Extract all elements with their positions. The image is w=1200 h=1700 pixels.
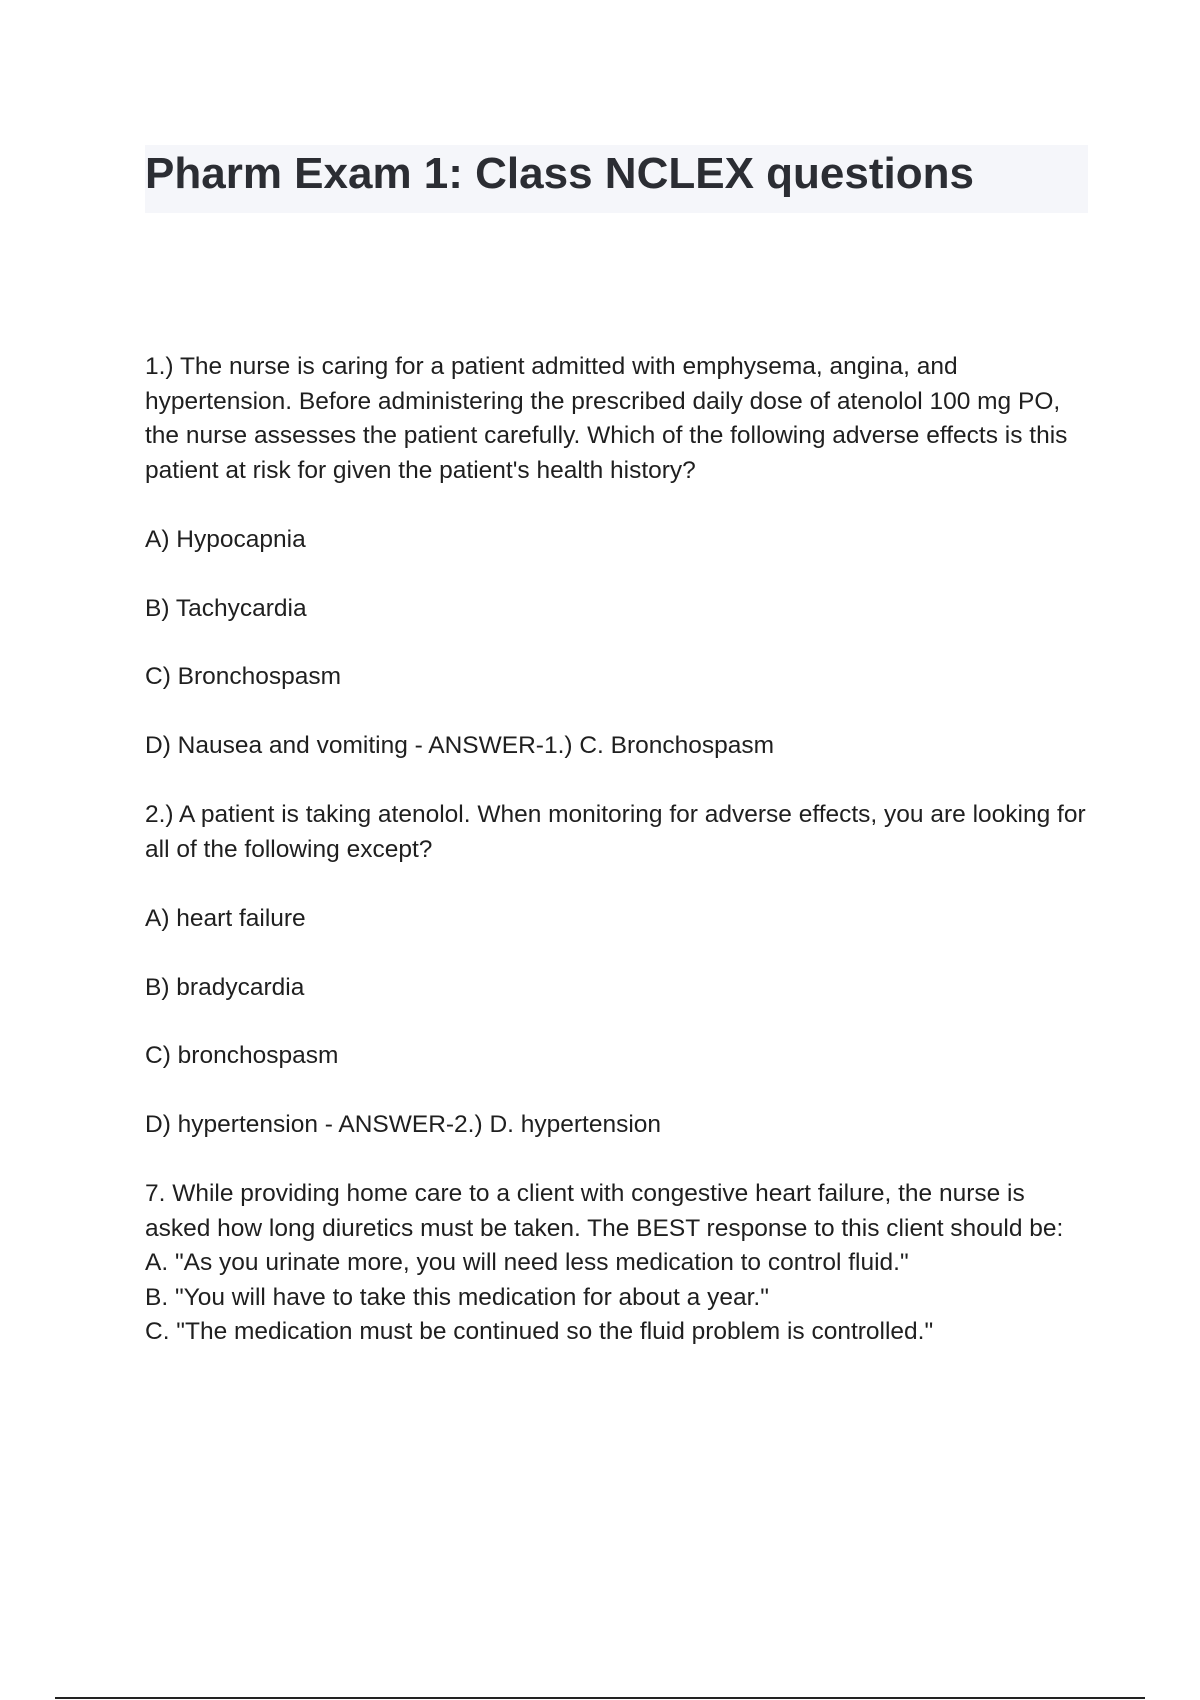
question-7-stem: 7. While providing home care to a client with congestive heart failure, the nurse is asked how long diuretics must be taken. The BEST response to this client should be: bbox=[145, 1180, 1064, 1242]
question-2-option-b: B) bradycardia bbox=[145, 973, 305, 1001]
question-list bbox=[145, 350, 1095, 1350]
footer-divider bbox=[55, 1697, 1145, 1699]
question-2-option-a: A) heart failure bbox=[145, 905, 306, 932]
question-2-stem: 2.) A patient is taking atenolol. When monitoring for adverse effects, you are looking for all of the following except? bbox=[145, 801, 1086, 863]
question-1-stem: 1.) The nurse is caring for a patient admitted with emphysema, angina, and hypertension. Before administering the prescribed daily dose of atenolol 100 mg PO, the nurse assesses the patient carefully. Which of the following adverse effects is this patient at risk for given the patient's health history? bbox=[145, 353, 1068, 484]
question-1-option-b: B) Tachycardia bbox=[145, 594, 307, 622]
question-1-option-a: A) Hypocapnia bbox=[145, 526, 306, 553]
question-7-option-c: C. "The medication must be continued so the fluid problem is controlled." bbox=[145, 1318, 934, 1345]
question-2-option-d-answer: D) hypertension - ANSWER-2.) D. hypertension bbox=[145, 1110, 662, 1138]
question-7-option-a: A. "As you urinate more, you will need less medication to control fluid." bbox=[145, 1249, 909, 1276]
question-2-option-c: C) bronchospasm bbox=[145, 1042, 339, 1069]
question-7-option-b: B. "You will have to take this medication for about a year." bbox=[145, 1283, 769, 1311]
page-title: Pharm Exam 1: Class NCLEX questions bbox=[145, 149, 974, 198]
question-1-option-d-answer: D) Nausea and vomiting - ANSWER-1.) C. Bronchospasm bbox=[145, 731, 775, 759]
question-1-option-c: C) Bronchospasm bbox=[145, 663, 342, 690]
title-banner bbox=[145, 145, 1088, 213]
